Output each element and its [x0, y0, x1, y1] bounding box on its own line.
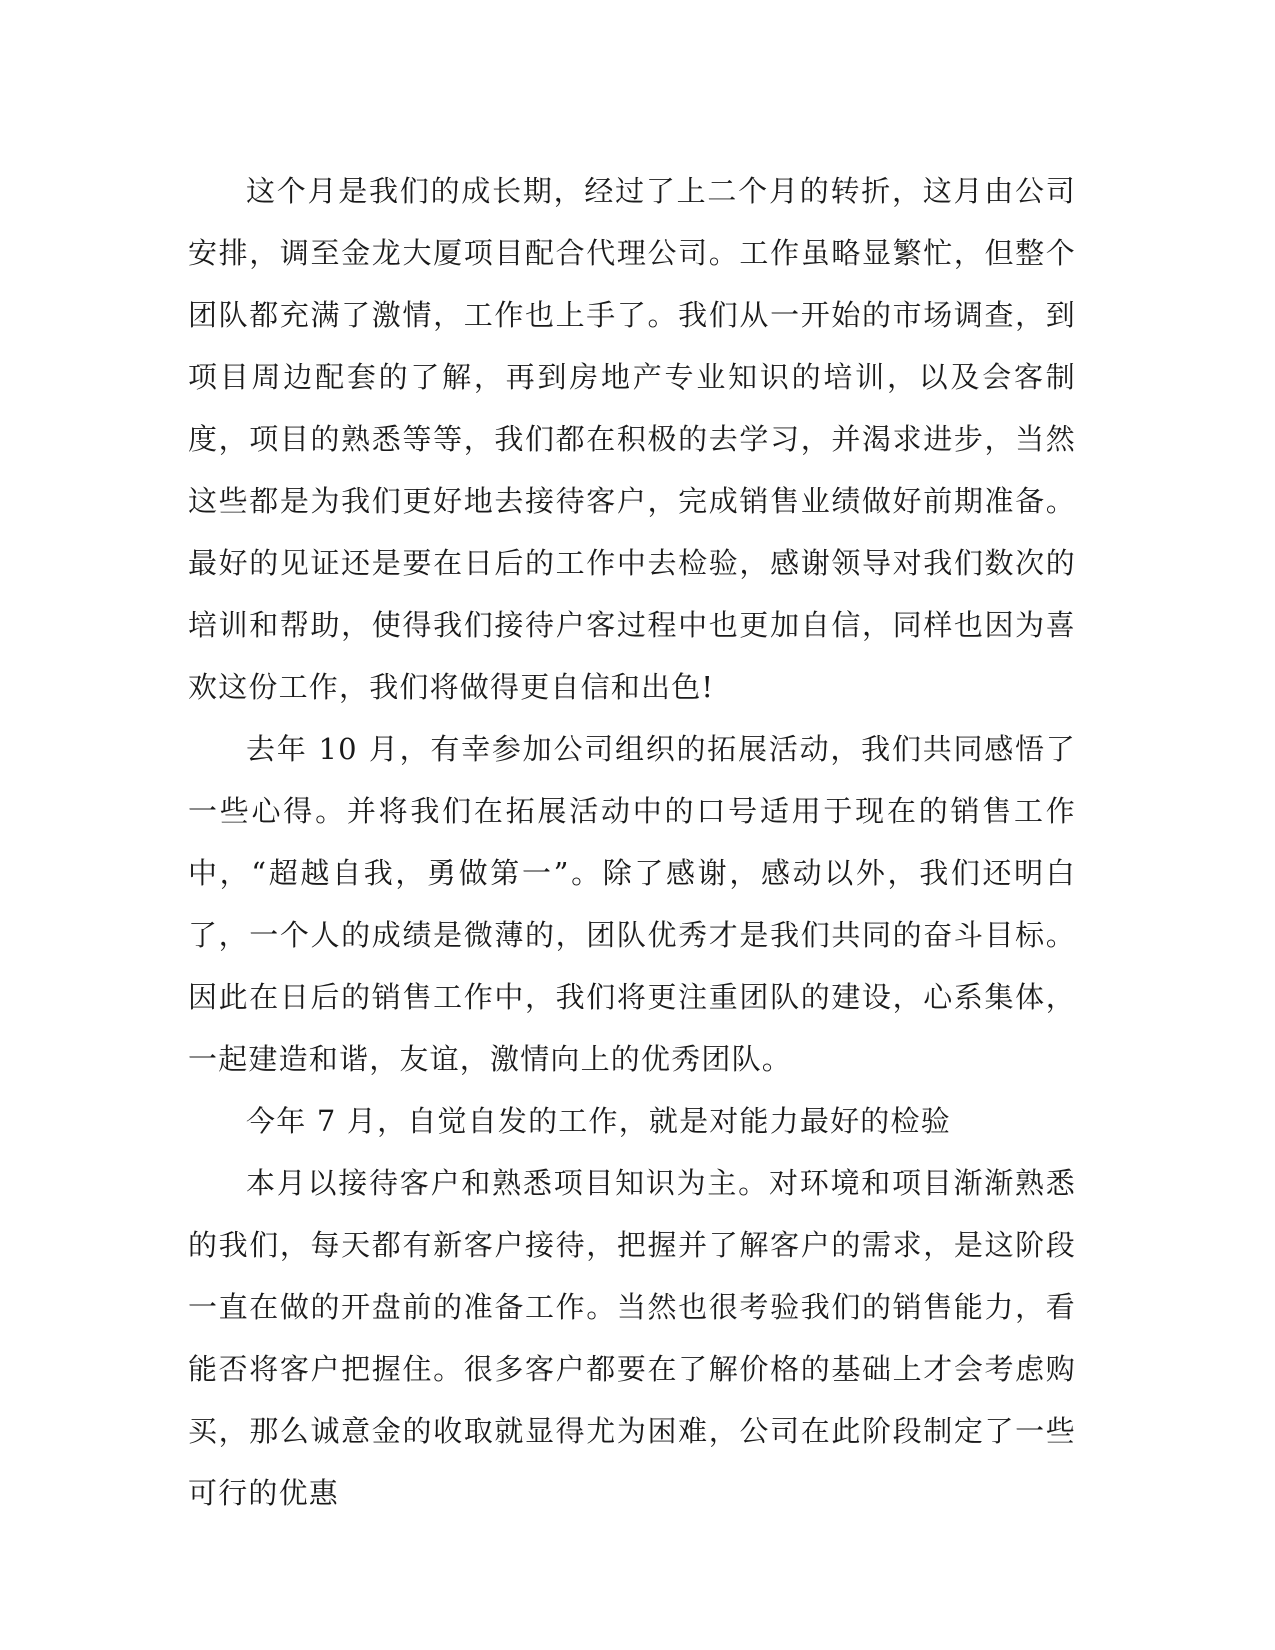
paragraph-customer-reception: 本月以接待客户和熟悉项目知识为主。对环境和项目渐渐熟悉的我们，每天都有新客户接待，把握并了解客户的需求，是这阶段一直在做的开盘前的准备工作。当然也很考验我们的销售能力，看能否将客户把握住。很多客户都要在了解价格的基础上才会考虑购买，那么诚意金的收取就显得尤为困难，公司在此阶段制定了一些可行的优惠	[188, 1166, 1076, 1510]
paragraph-team-building: 去年 10 月，有幸参加公司组织的拓展活动，我们共同感悟了一些心得。并将我们在拓展活动中的口号适用于现在的销售工作中，“超越自我，勇做第一”。除了感谢，感动以外，我们还明白了，一个人的成绩是微薄的，团队优秀才是我们共同的奋斗目标。因此在日后的销售工作中，我们将更注重团队的建设，心系集体，一起建造和谐，友谊，激情向上的优秀团队。	[188, 732, 1076, 1076]
paragraph-heading-july: 今年 7 月，自觉自发的工作，就是对能力最好的检验	[246, 1104, 951, 1138]
paragraph-growth-period: 这个月是我们的成长期，经过了上二个月的转折，这月由公司安排，调至金龙大厦项目配合代理公司。工作虽略显繁忙，但整个团队都充满了激情，工作也上手了。我们从一开始的市场调查，到项目周边配套的了解，再到房地产专业知识的培训，以及会客制度，项目的熟悉等等，我们都在积极的去学习，并渴求进步，当然这些都是为我们更好地去接待客户，完成销售业绩做好前期准备。最好的见证还是要在日后的工作中去检验，感谢领导对我们数次的培训和帮助，使得我们接待户客过程中也更加自信，同样也因为喜欢这份工作，我们将做得更自信和出色!	[188, 174, 1076, 704]
document-body	[188, 160, 1076, 1524]
